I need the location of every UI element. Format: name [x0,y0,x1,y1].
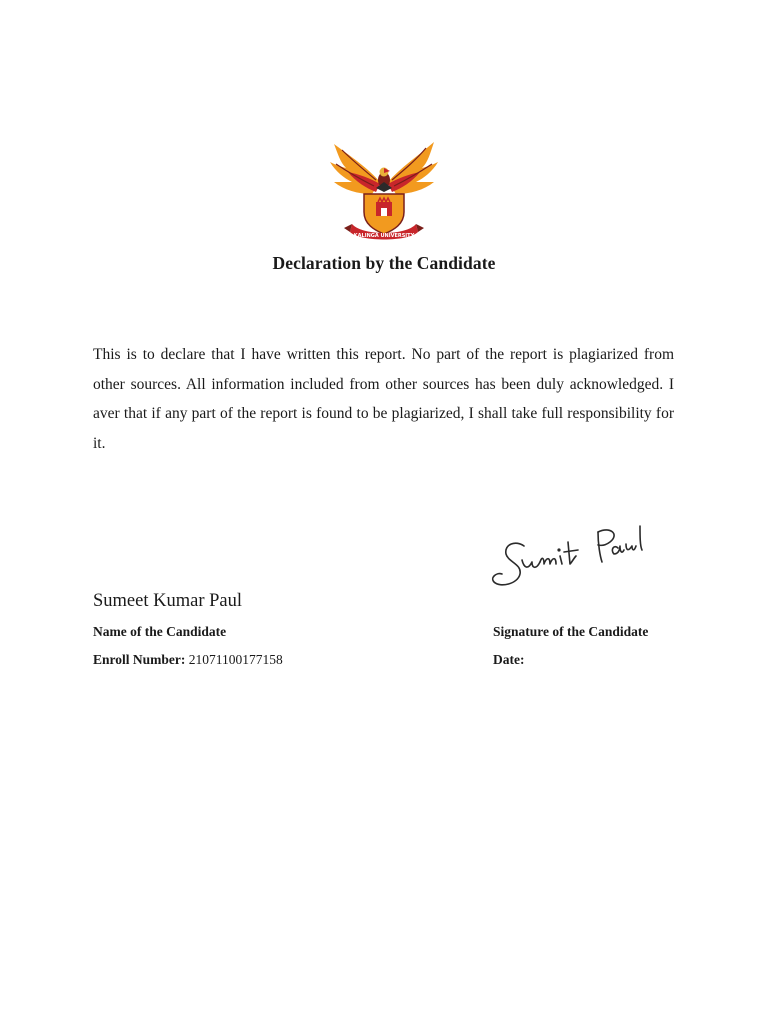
enroll-value: 21071100177158 [188,652,283,667]
bird-body [376,168,392,193]
page-title: Declaration by the Candidate [272,253,496,273]
declaration-paragraph: This is to declare that I have written this report. No part of the report is plagiarized from other sources. All information included from other sources has been duly acknowledged. I aver that if any part of the report is found to be plagiarized, I shall take full responsibility for it. [93,346,674,452]
university-emblem-icon [328,138,440,244]
shield [364,194,404,234]
enroll-label: Enroll Number: [93,652,186,667]
right-wing [388,142,438,194]
handwritten-signature-icon [486,512,656,604]
enroll-number-row [93,652,283,668]
left-wing [330,144,380,194]
svg-text:KALINGA UNIVERSITY: KALINGA UNIVERSITY [353,233,415,239]
signature-label: Signature of the Candidate [493,624,649,639]
name-label: Name of the Candidate [93,624,227,639]
candidate-name: Sumeet Kumar Paul [93,591,243,611]
date-label: Date: [493,652,525,667]
